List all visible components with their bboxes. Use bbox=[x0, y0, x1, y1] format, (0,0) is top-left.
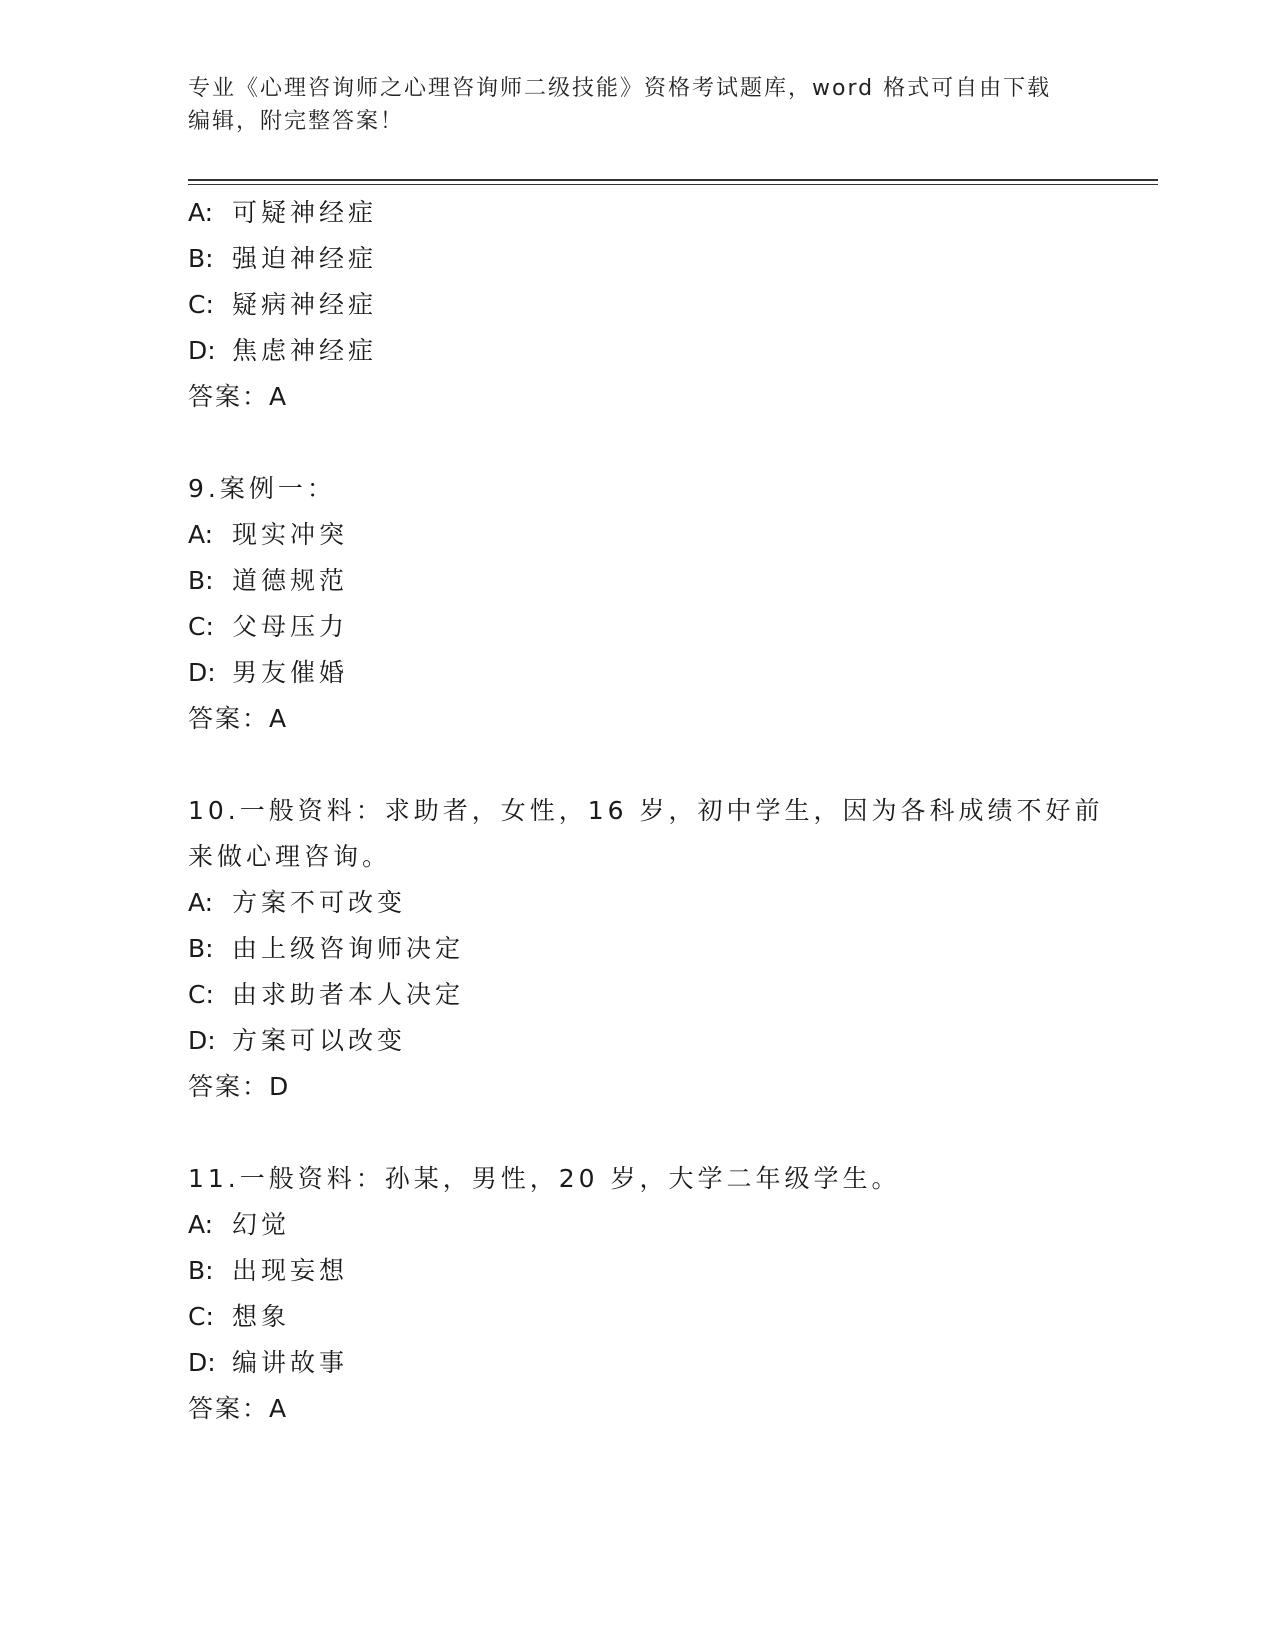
question-stem-line-1: 10.一般资料：求助者，女性，16 岁，初中学生，因为各科成绩不好前 bbox=[188, 796, 1104, 825]
question-stem: 9.案例一： bbox=[188, 474, 336, 503]
document-header bbox=[188, 72, 1088, 138]
header-line-2: 编辑，附完整答案！ bbox=[188, 109, 405, 134]
option-c: C: 由求助者本人决定 bbox=[188, 980, 465, 1009]
question-stem-line-2: 来做心理咨询。 bbox=[188, 842, 392, 871]
option-b: B: 道德规范 bbox=[188, 566, 349, 595]
option-d: D: 男友催婚 bbox=[188, 658, 349, 687]
option-b: B: 强迫神经症 bbox=[188, 244, 378, 273]
option-a: A: 方案不可改变 bbox=[188, 888, 407, 917]
option-a: A: 现实冲突 bbox=[188, 520, 349, 549]
answer-line: 答案：D bbox=[188, 1072, 291, 1101]
question-10 bbox=[188, 788, 1148, 1110]
question-11 bbox=[188, 1156, 1148, 1432]
option-c: C: 想象 bbox=[188, 1302, 291, 1331]
answer-line: 答案：A bbox=[188, 382, 289, 411]
option-a: A: 幻觉 bbox=[188, 1210, 291, 1239]
option-c: C: 疑病神经症 bbox=[188, 290, 378, 319]
header-divider-thick bbox=[188, 179, 1158, 181]
option-a: A: 可疑神经症 bbox=[188, 198, 378, 227]
option-d: D: 编讲故事 bbox=[188, 1348, 349, 1377]
question-9 bbox=[188, 466, 1148, 742]
header-divider-thin bbox=[188, 184, 1158, 185]
question-list bbox=[188, 190, 1148, 1432]
answer-value: D bbox=[269, 1072, 291, 1101]
answer-value: A bbox=[269, 382, 289, 411]
answer-value: A bbox=[269, 704, 289, 733]
option-b: B: 出现妄想 bbox=[188, 1256, 349, 1285]
option-c: C: 父母压力 bbox=[188, 612, 349, 641]
answer-value: A bbox=[269, 1394, 289, 1423]
answer-line: 答案：A bbox=[188, 704, 289, 733]
question-8 bbox=[188, 190, 1148, 420]
header-line-1: 专业《心理咨询师之心理咨询师二级技能》资格考试题库，word 格式可自由下载 bbox=[188, 76, 1052, 101]
option-d: D: 焦虑神经症 bbox=[188, 336, 378, 365]
option-b: B: 由上级咨询师决定 bbox=[188, 934, 465, 963]
option-d: D: 方案可以改变 bbox=[188, 1026, 407, 1055]
question-stem: 11.一般资料：孙某，男性，20 岁，大学二年级学生。 bbox=[188, 1164, 901, 1193]
answer-line: 答案：A bbox=[188, 1394, 289, 1423]
